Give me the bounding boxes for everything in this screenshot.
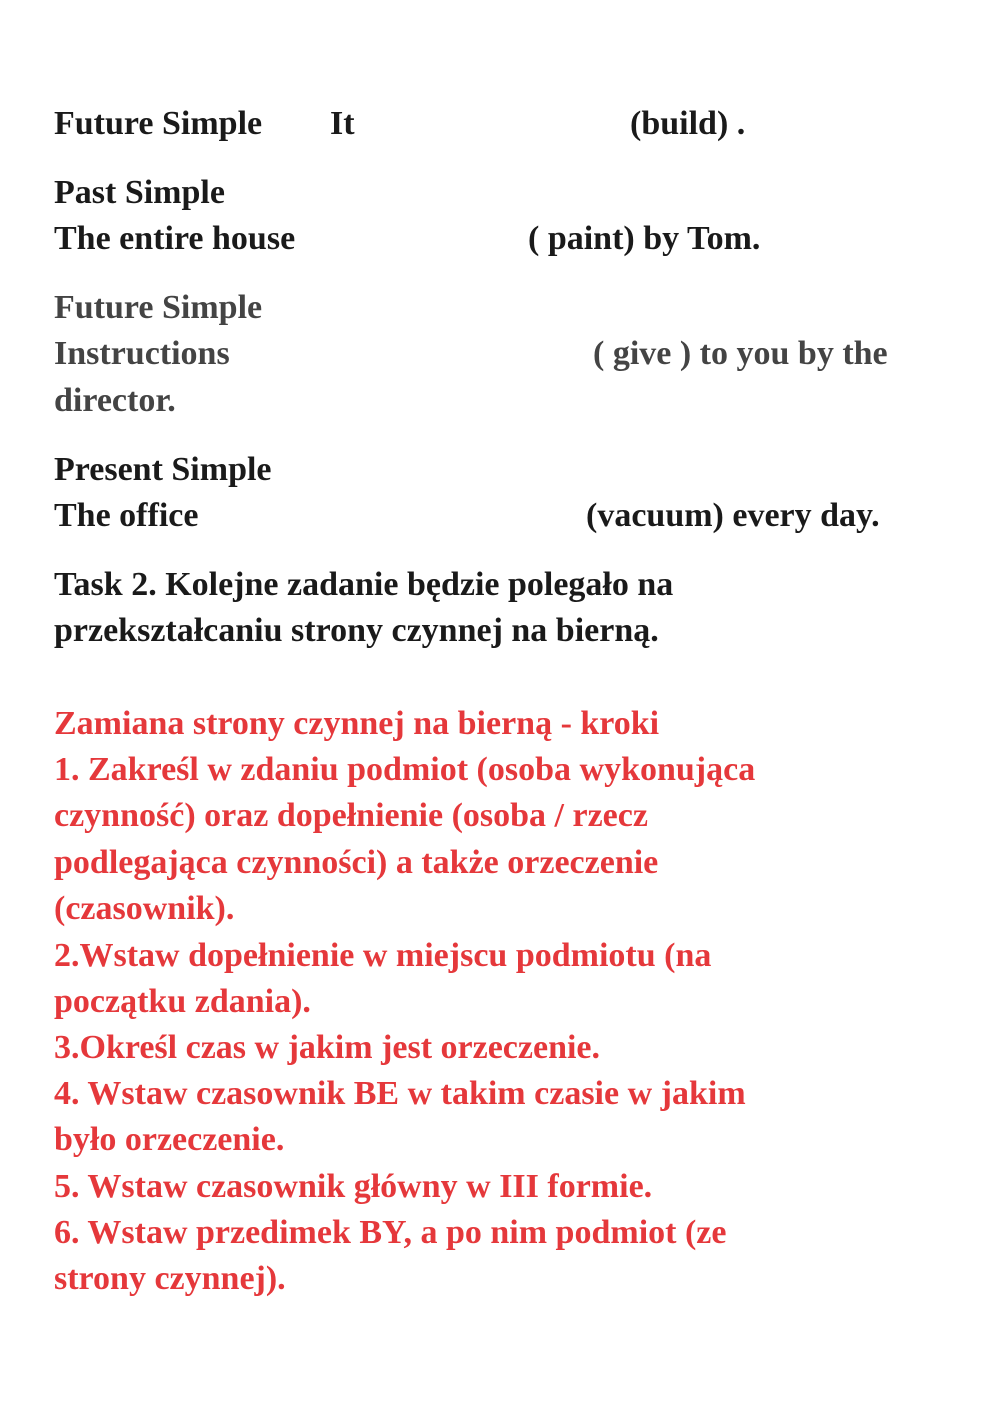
step-line: (czasownik). bbox=[54, 890, 235, 927]
step-line: 5. Wstaw czasownik główny w III formie. bbox=[54, 1168, 653, 1205]
sentence-subject: It bbox=[330, 105, 355, 142]
step-line: strony czynnej). bbox=[54, 1260, 286, 1297]
step-line: 2.Wstaw dopełnienie w miejscu podmiotu (na bbox=[54, 937, 712, 974]
tense-label: Past Simple bbox=[54, 174, 225, 211]
steps-heading: Zamiana strony czynnej na bierną - kroki bbox=[54, 705, 660, 742]
tense-label: Future Simple bbox=[54, 289, 263, 326]
tense-label: Present Simple bbox=[54, 451, 272, 488]
step-line: 6. Wstaw przedimek BY, a po nim podmiot (ze bbox=[54, 1214, 727, 1251]
task2-line: przekształcaniu strony czynnej na bierną. bbox=[54, 612, 659, 649]
step-line: 3.Określ czas w jakim jest orzeczenie. bbox=[54, 1029, 601, 1066]
sentence-subject: Instructions bbox=[54, 335, 230, 372]
step-line: było orzeczenie. bbox=[54, 1121, 285, 1158]
tense-label: Future Simple bbox=[54, 105, 263, 142]
step-line: podlegająca czynności) a także orzeczenie bbox=[54, 844, 659, 881]
sentence-subject: The entire house bbox=[54, 220, 296, 257]
verb-hint: ( give ) to you by the bbox=[593, 335, 888, 372]
verb-hint: ( paint) by Tom. bbox=[528, 220, 761, 257]
step-line: 4. Wstaw czasownik BE w takim czasie w jakim bbox=[54, 1075, 746, 1112]
step-line: 1. Zakreśl w zdaniu podmiot (osoba wykonująca bbox=[54, 751, 756, 788]
step-line: czynność) oraz dopełnienie (osoba / rzecz bbox=[54, 797, 648, 834]
verb-hint: (build) . bbox=[630, 105, 746, 142]
sentence-continuation: director. bbox=[54, 382, 176, 419]
sentence-subject: The office bbox=[54, 497, 199, 534]
step-line: początku zdania). bbox=[54, 983, 311, 1020]
task2-line: Task 2. Kolejne zadanie będzie polegało na bbox=[54, 566, 674, 603]
verb-hint: (vacuum) every day. bbox=[586, 497, 880, 534]
